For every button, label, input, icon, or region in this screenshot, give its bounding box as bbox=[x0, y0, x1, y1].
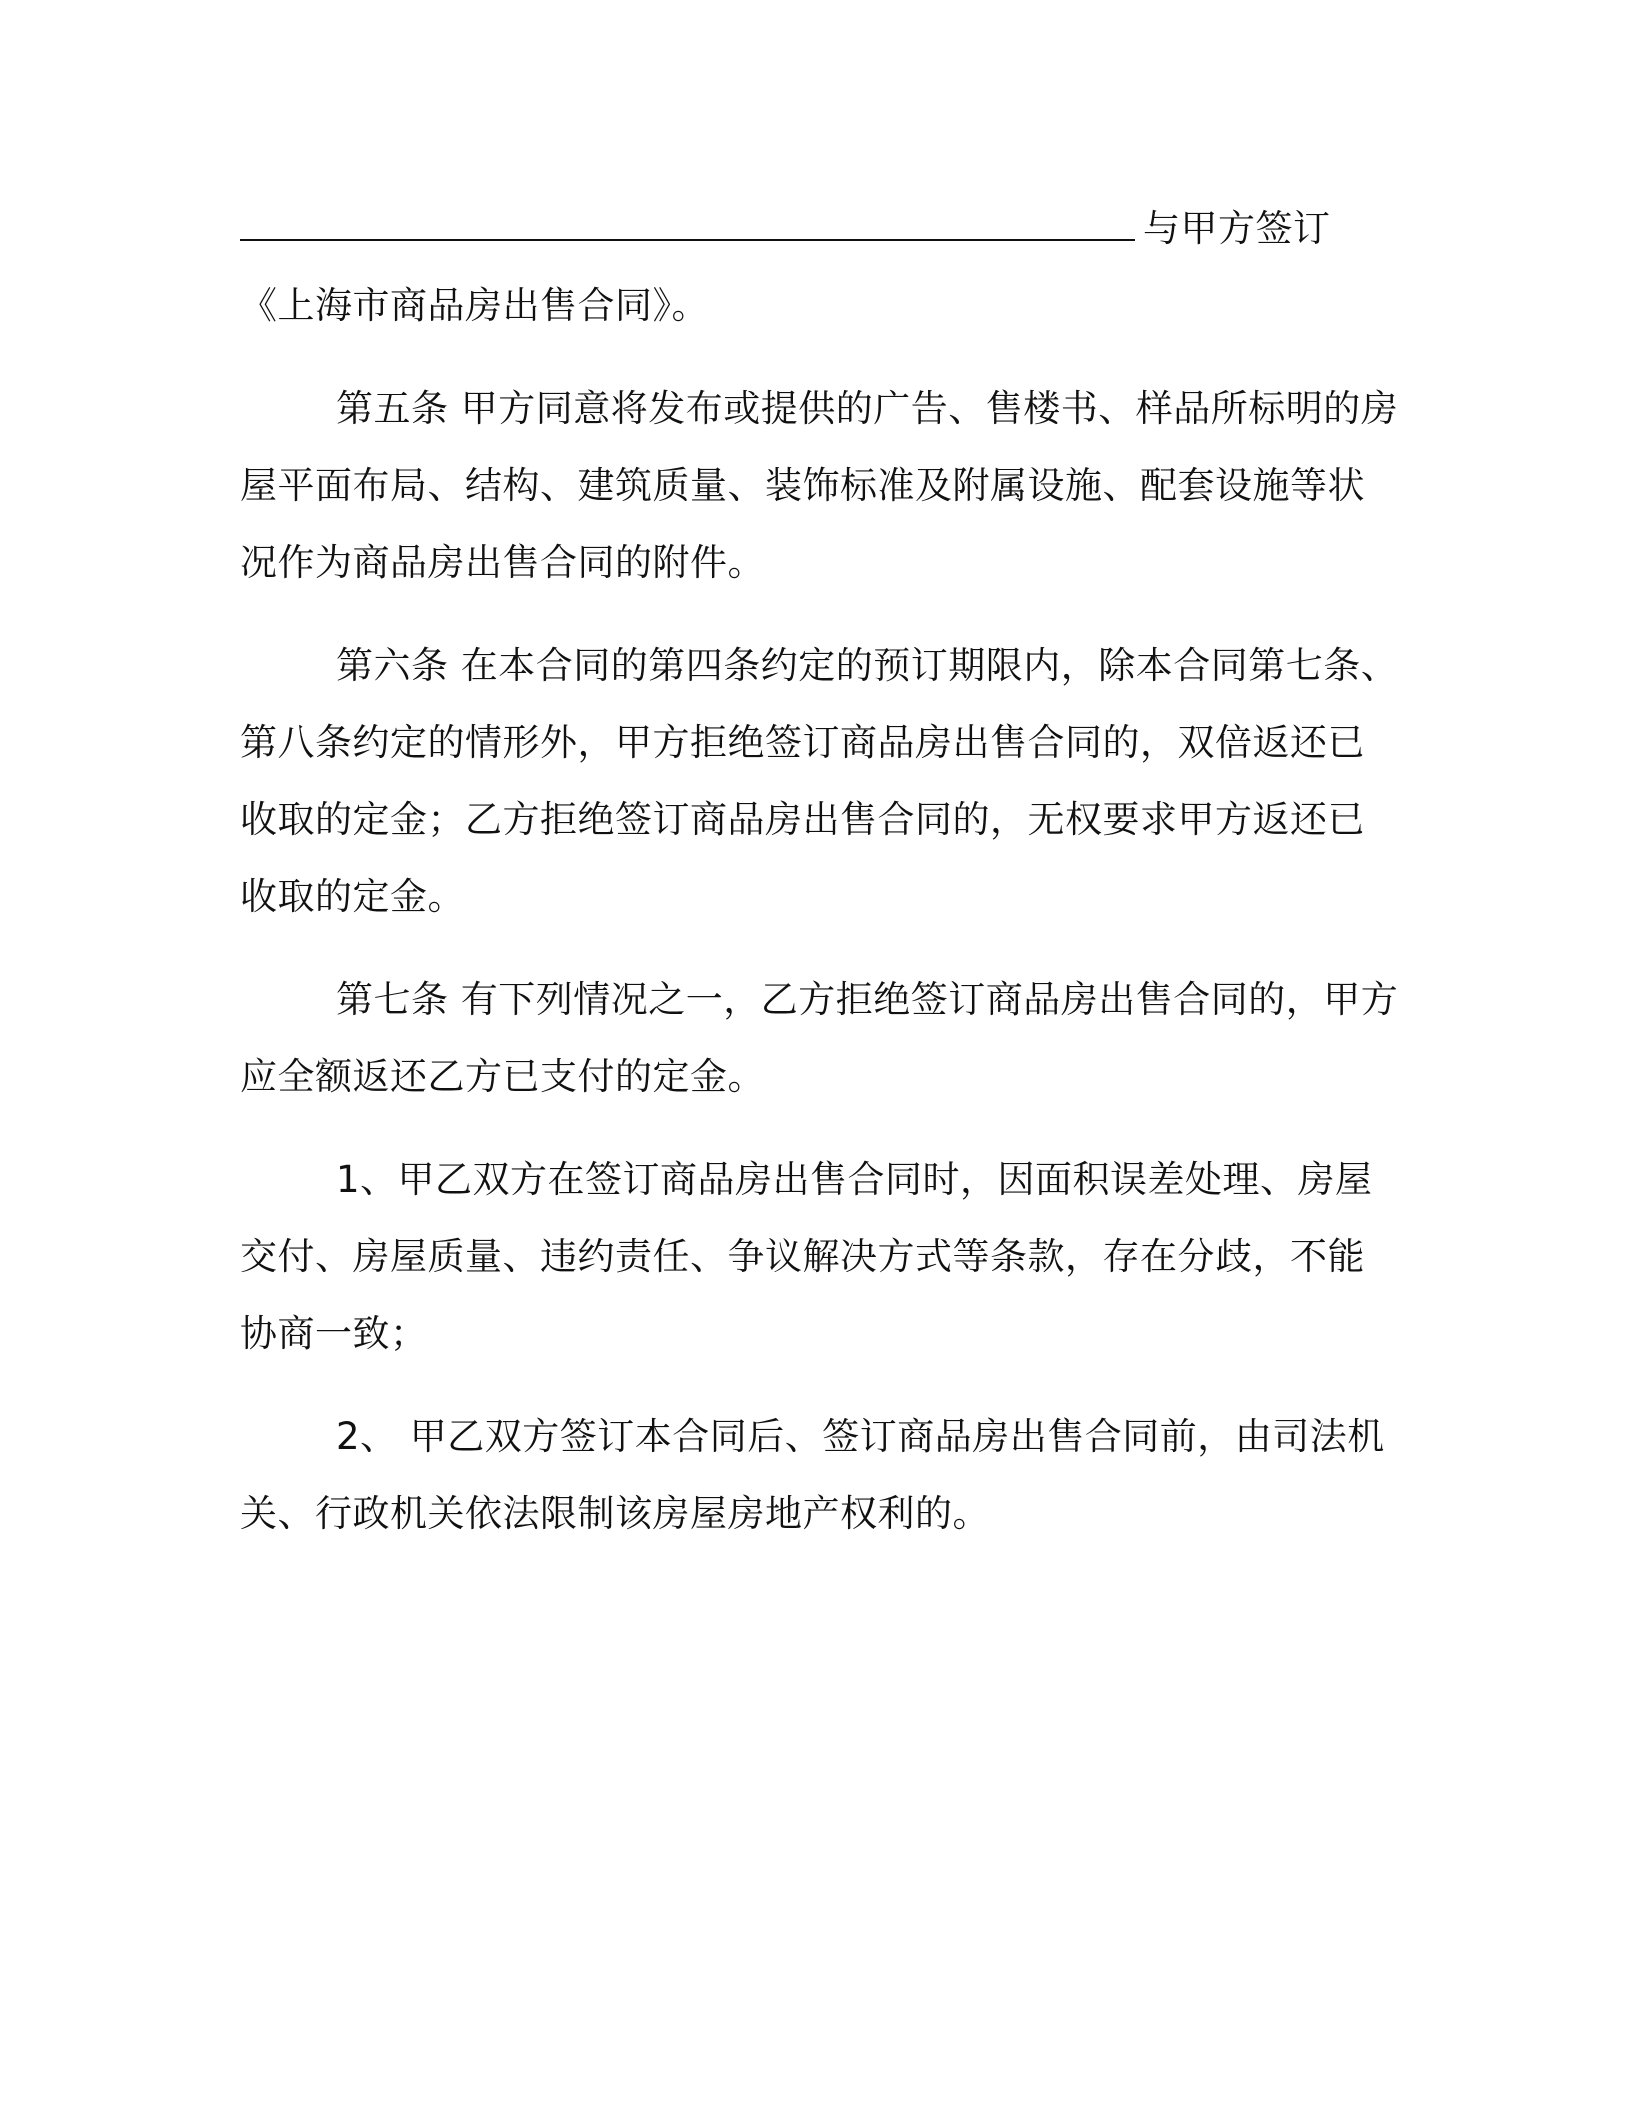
item-1-line-3: 协商一致； bbox=[240, 1312, 428, 1355]
article-7-line-2: 应全额返还乙方已支付的定金。 bbox=[240, 1055, 765, 1098]
article-5-line-1: 第五条 甲方同意将发布或提供的广告、售楼书、样品所标明的房 bbox=[336, 387, 1399, 430]
article-7-line-1: 第七条 有下列情况之一，乙方拒绝签订商品房出售合同的，甲方 bbox=[336, 978, 1399, 1021]
article-6-line-4: 收取的定金。 bbox=[240, 875, 465, 918]
article-5-paragraph bbox=[240, 370, 1400, 601]
signature-blank-line bbox=[240, 211, 1135, 241]
intro-line-1 bbox=[240, 190, 1400, 267]
intro-line-2: 《上海市商品房出售合同》。 bbox=[240, 284, 709, 327]
article-7-paragraph bbox=[240, 961, 1400, 1115]
article-7-item-2-paragraph bbox=[240, 1398, 1400, 1552]
article-7-item-1-paragraph bbox=[240, 1141, 1400, 1372]
item-1-line-1: 1、甲乙双方在签订商品房出售合同时，因面积误差处理、房屋 bbox=[336, 1158, 1373, 1201]
item-2-line-2: 关、行政机关依法限制该房屋房地产权利的。 bbox=[240, 1492, 990, 1535]
intro-blank-suffix: 与甲方签订 bbox=[1143, 207, 1331, 250]
article-6-line-1: 第六条 在本合同的第四条约定的预订期限内，除本合同第七条、 bbox=[336, 644, 1399, 687]
article-6-line-3: 收取的定金；乙方拒绝签订商品房出售合同的，无权要求甲方返还已 bbox=[240, 798, 1365, 841]
article-6-line-2: 第八条约定的情形外，甲方拒绝签订商品房出售合同的，双倍返还已 bbox=[240, 721, 1365, 764]
item-2-line-1: 2、 甲乙双方签订本合同后、签订商品房出售合同前，由司法机 bbox=[336, 1415, 1385, 1458]
item-1-line-2: 交付、房屋质量、违约责任、争议解决方式等条款，存在分歧，不能 bbox=[240, 1235, 1365, 1278]
article-6-paragraph bbox=[240, 627, 1400, 935]
article-5-line-2: 屋平面布局、结构、建筑质量、装饰标准及附属设施、配套设施等状 bbox=[240, 464, 1365, 507]
document-page bbox=[240, 190, 1400, 1552]
article-5-line-3: 况作为商品房出售合同的附件。 bbox=[240, 541, 765, 584]
intro-paragraph bbox=[240, 190, 1400, 344]
